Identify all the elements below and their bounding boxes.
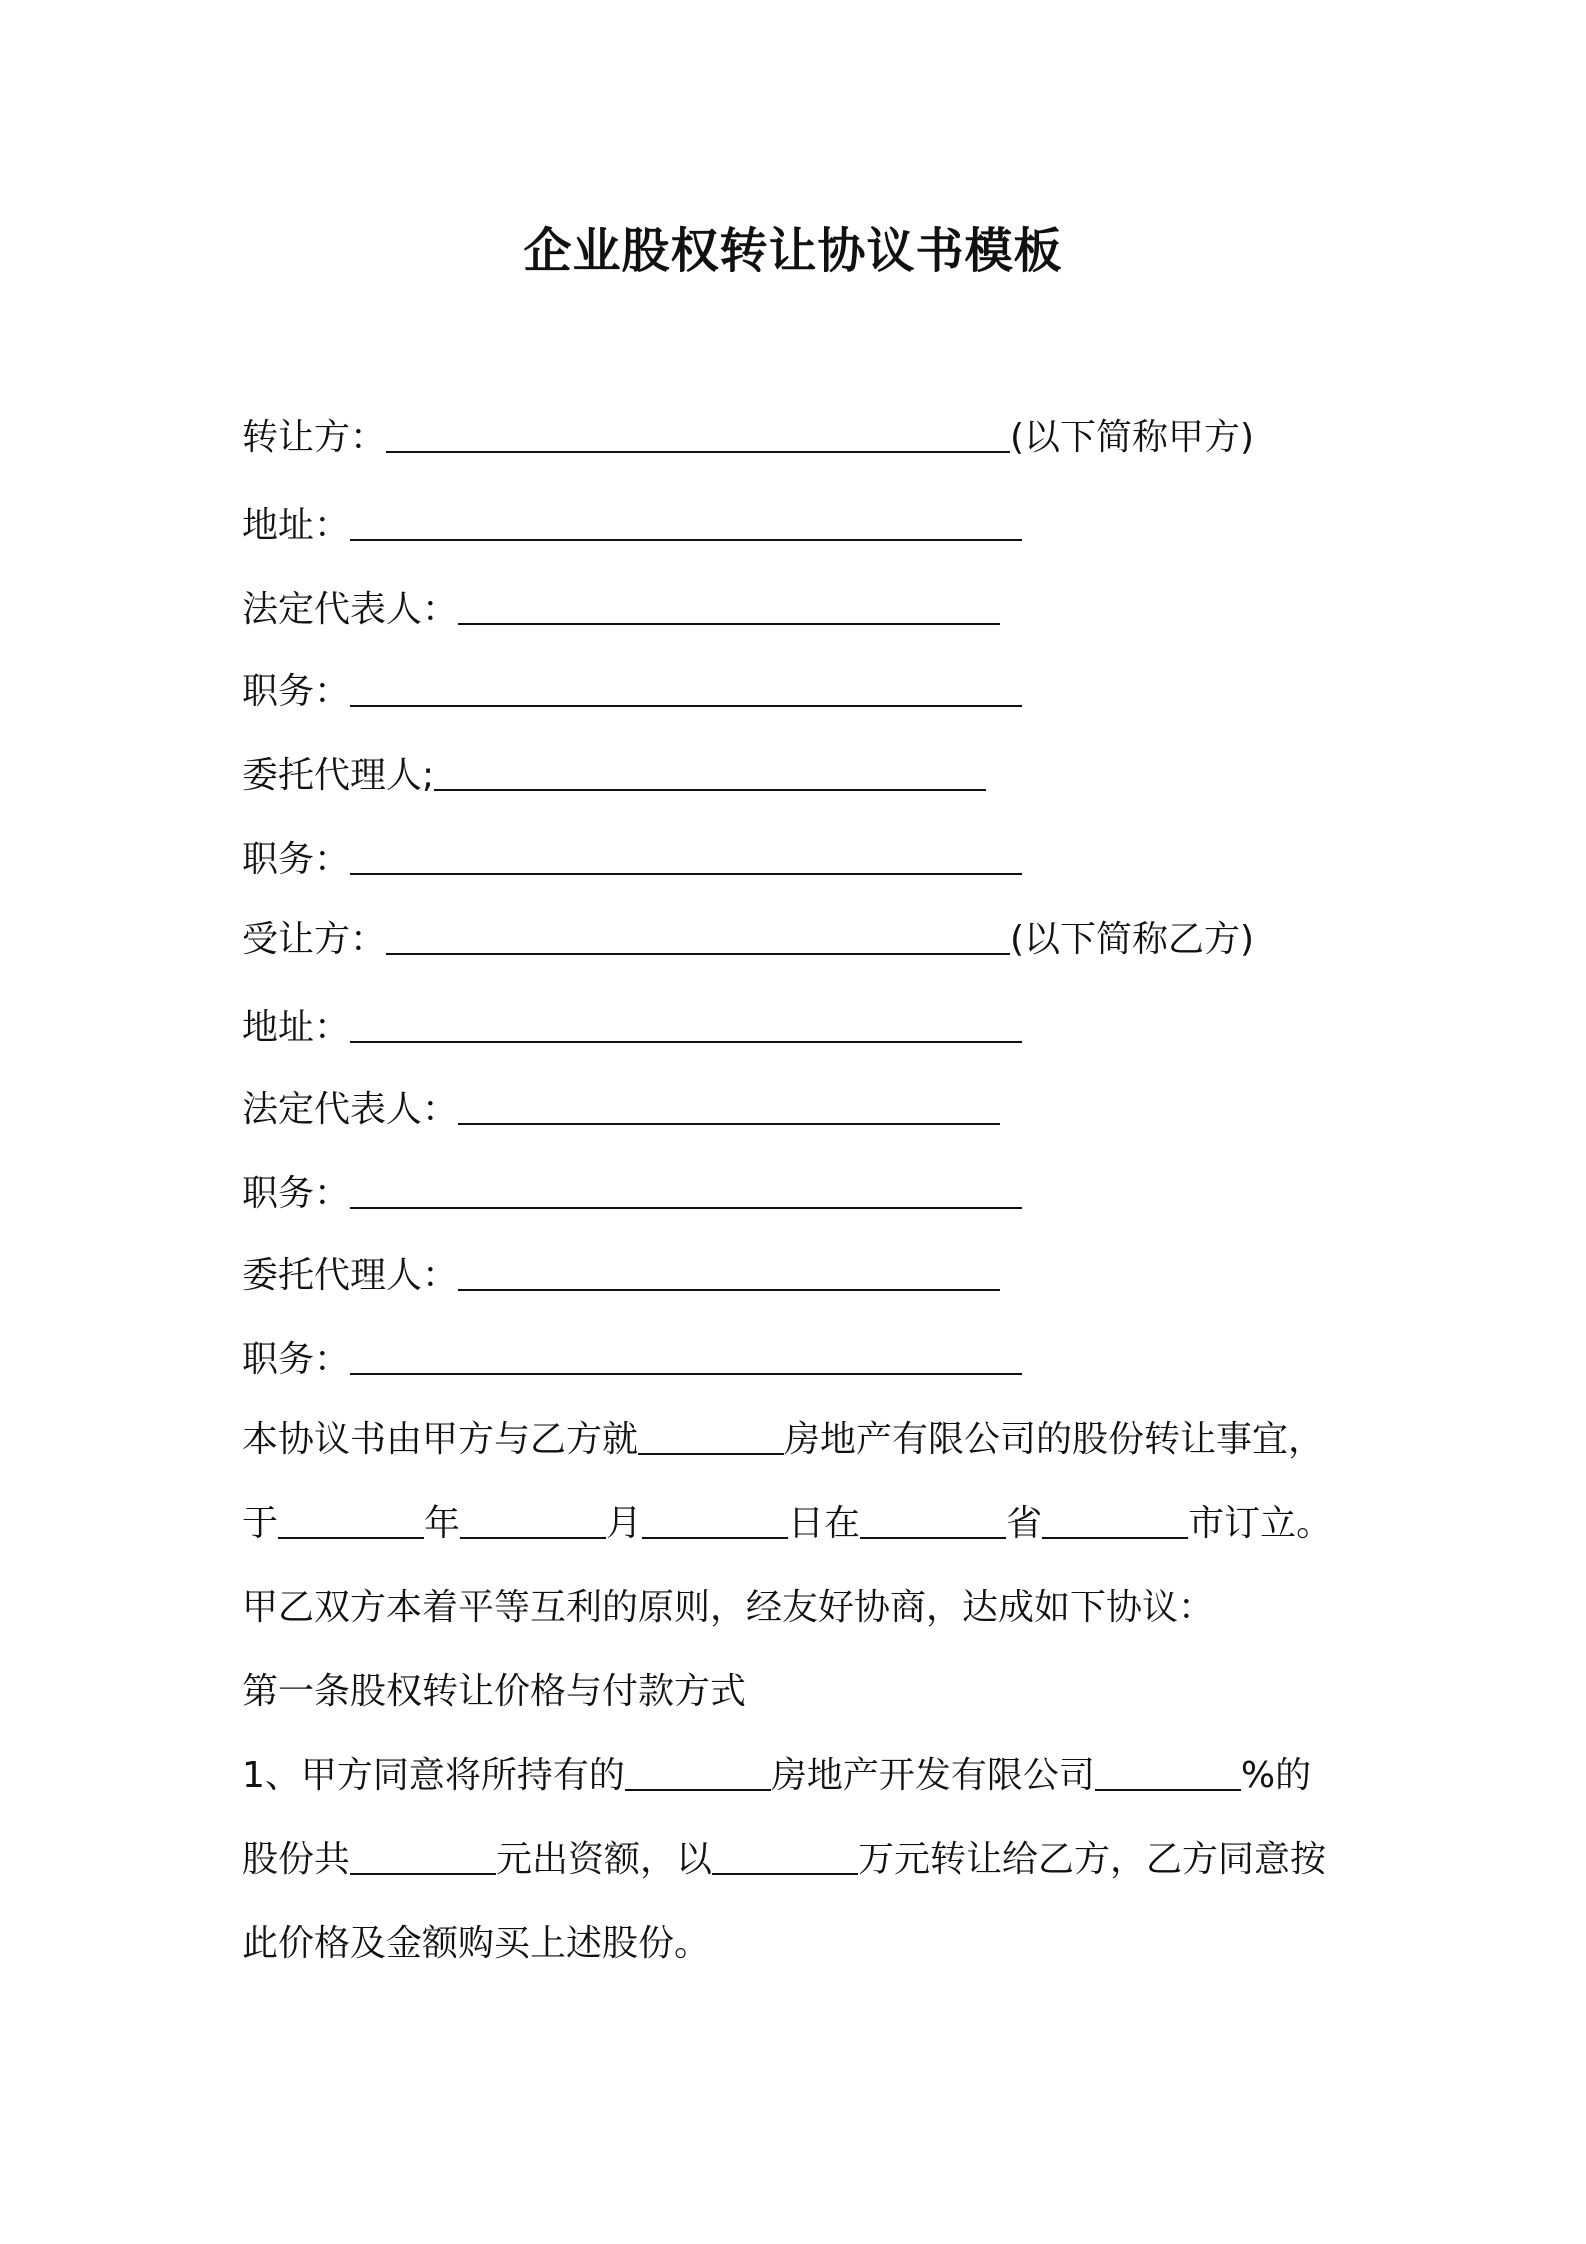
month-label: 月 bbox=[606, 1503, 643, 1544]
party-b-address-blank[interactable] bbox=[350, 1005, 1022, 1043]
party-a-address-blank[interactable] bbox=[350, 503, 1022, 541]
company-name-blank[interactable] bbox=[638, 1417, 784, 1455]
party-b-position-line bbox=[242, 1170, 1022, 1218]
document-title: 企业股权转让协议书模板 bbox=[523, 223, 1063, 279]
party-a-address-label: 地址： bbox=[242, 505, 351, 546]
item1-text-b: 房地产开发有限公司 bbox=[770, 1755, 1095, 1796]
party-b-agent-position-line bbox=[242, 1336, 1022, 1384]
date-prefix: 于 bbox=[242, 1503, 279, 1544]
party-a-legal-rep-line bbox=[242, 586, 1000, 634]
party-a-position-blank[interactable] bbox=[350, 669, 1022, 707]
article1-heading-line bbox=[242, 1668, 746, 1716]
day-at-label: 日在 bbox=[788, 1503, 861, 1544]
item1-text-a: 1、甲方同意将所持有的 bbox=[242, 1755, 625, 1796]
item1-text-d: 股份共 bbox=[242, 1839, 351, 1880]
party-b-agent-label: 委托代理人： bbox=[242, 1255, 459, 1296]
item1-text-g: 此价格及金额购买上述股份。 bbox=[242, 1923, 711, 1964]
article1-item1-line-3 bbox=[242, 1920, 710, 1968]
article1-heading: 第一条股权转让价格与付款方式 bbox=[242, 1671, 747, 1712]
party-b-address-label: 地址： bbox=[242, 1007, 351, 1048]
party-a-agent-label: 委托代理人; bbox=[242, 755, 435, 796]
party-a-address-line bbox=[242, 502, 1022, 550]
year-blank[interactable] bbox=[278, 1501, 424, 1539]
intro-line-2 bbox=[242, 1500, 1332, 1548]
party-a-agent-position-line bbox=[242, 836, 1022, 884]
province-label: 省 bbox=[1006, 1503, 1043, 1544]
transferee-line bbox=[242, 916, 1254, 964]
party-b-address-line bbox=[242, 1004, 1022, 1052]
day-blank[interactable] bbox=[642, 1501, 788, 1539]
item1-company-blank[interactable] bbox=[625, 1753, 771, 1791]
intro-part1: 本协议书由甲方与乙方就 bbox=[242, 1419, 639, 1460]
principle-line bbox=[242, 1584, 1214, 1632]
party-a-agent-position-blank[interactable] bbox=[350, 837, 1022, 875]
item1-text-c: %的 bbox=[1240, 1755, 1312, 1796]
party-a-legal-rep-blank[interactable] bbox=[458, 587, 1000, 625]
transferee-blank[interactable] bbox=[386, 917, 1010, 955]
city-signed-label: 市订立。 bbox=[1188, 1503, 1333, 1544]
transferor-blank[interactable] bbox=[386, 415, 1010, 453]
party-b-agent-position-label: 职务： bbox=[242, 1339, 351, 1380]
transferor-line bbox=[242, 414, 1254, 462]
party-b-agent-position-blank[interactable] bbox=[350, 1337, 1022, 1375]
party-a-agent-line bbox=[242, 752, 986, 800]
transferor-suffix: (以下简称甲方) bbox=[1010, 417, 1255, 458]
city-blank[interactable] bbox=[1042, 1501, 1188, 1539]
intro-part2: 房地产有限公司的股份转让事宜， bbox=[784, 1419, 1325, 1460]
year-label: 年 bbox=[424, 1503, 461, 1544]
article1-item1-line-1 bbox=[242, 1752, 1311, 1800]
transferee-suffix: (以下简称乙方) bbox=[1010, 919, 1255, 960]
principle-text: 甲乙双方本着平等互利的原则，经友好协商，达成如下协议： bbox=[242, 1587, 1215, 1628]
party-a-agent-position-label: 职务： bbox=[242, 839, 351, 880]
province-blank[interactable] bbox=[860, 1501, 1006, 1539]
intro-line-1 bbox=[242, 1416, 1324, 1464]
party-b-position-label: 职务： bbox=[242, 1173, 351, 1214]
party-b-legal-rep-blank[interactable] bbox=[458, 1087, 1000, 1125]
transferor-label: 转让方： bbox=[242, 417, 387, 458]
party-a-legal-rep-label: 法定代表人： bbox=[242, 589, 459, 630]
party-b-agent-line bbox=[242, 1252, 1000, 1300]
party-a-agent-blank[interactable] bbox=[434, 753, 986, 791]
item1-text-e: 元出资额，以 bbox=[496, 1839, 713, 1880]
item1-text-f: 万元转让给乙方，乙方同意按 bbox=[858, 1839, 1327, 1880]
party-b-position-blank[interactable] bbox=[350, 1171, 1022, 1209]
item1-price-blank[interactable] bbox=[712, 1837, 858, 1875]
party-a-position-line bbox=[242, 668, 1022, 716]
party-b-legal-rep-label: 法定代表人： bbox=[242, 1089, 459, 1130]
article1-item1-line-2 bbox=[242, 1836, 1326, 1884]
item1-capital-blank[interactable] bbox=[350, 1837, 496, 1875]
item1-percent-blank[interactable] bbox=[1095, 1753, 1241, 1791]
party-a-position-label: 职务： bbox=[242, 671, 351, 712]
month-blank[interactable] bbox=[460, 1501, 606, 1539]
party-b-agent-blank[interactable] bbox=[458, 1253, 1000, 1291]
party-b-legal-rep-line bbox=[242, 1086, 1000, 1134]
transferee-label: 受让方： bbox=[242, 919, 387, 960]
